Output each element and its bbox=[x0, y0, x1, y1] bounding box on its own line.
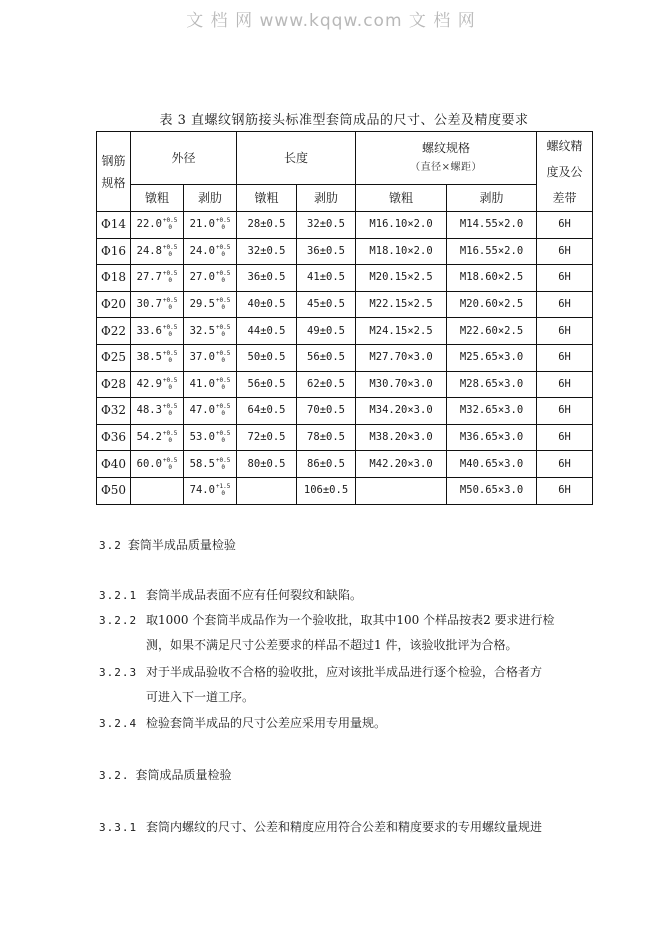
clause-3-2-2 bbox=[99, 608, 555, 633]
tolerance-upper: +0.5 bbox=[215, 270, 231, 278]
cell-thread-stripped bbox=[447, 398, 537, 425]
section-3-3-title bbox=[99, 763, 232, 788]
cell-od-upset-tolerance bbox=[163, 217, 177, 231]
cell-spec bbox=[97, 344, 131, 371]
cell-len-upset-value: 64±0.5 bbox=[247, 404, 286, 417]
cell-spec bbox=[97, 265, 131, 292]
tolerance-lower: 0 bbox=[168, 330, 172, 338]
clause-text: 套筒内螺纹的尺寸、公差和精度应用符合公差和精度要求的专用螺纹量规进 bbox=[146, 820, 543, 834]
cell-len-stripped-value: 45±0.5 bbox=[307, 298, 345, 311]
cell-len-stripped-value: 78±0.5 bbox=[307, 431, 345, 444]
table-row bbox=[97, 265, 593, 292]
cell-od-stripped-value: 41.0 bbox=[189, 377, 215, 390]
cell-spec-value: Φ32 bbox=[100, 403, 127, 418]
cell-spec bbox=[97, 371, 131, 398]
cell-spec bbox=[97, 238, 131, 265]
tolerance-lower: 0 bbox=[221, 463, 225, 471]
cell-accuracy bbox=[537, 344, 593, 371]
cell-thread-stripped bbox=[447, 212, 537, 239]
cell-accuracy-value: 6H bbox=[558, 218, 571, 231]
header-thread-spec bbox=[356, 132, 537, 185]
cell-od-stripped-value: 21.0 bbox=[189, 218, 215, 231]
header-od-stripped: 剥肋 bbox=[184, 185, 237, 212]
cell-od-stripped-tolerance bbox=[216, 457, 230, 471]
cell-thread-upset bbox=[356, 344, 447, 371]
table-row bbox=[97, 424, 593, 451]
cell-len-stripped-value: 62±0.5 bbox=[307, 377, 345, 390]
cell-accuracy bbox=[537, 238, 593, 265]
tolerance-lower: 0 bbox=[221, 224, 225, 232]
tolerance-upper: +0.5 bbox=[162, 456, 178, 464]
cell-len-stripped bbox=[297, 424, 356, 451]
tolerance-upper: +0.5 bbox=[215, 430, 231, 438]
cell-od-stripped-value: 53.0 bbox=[189, 431, 215, 444]
header-thread-spec-label: 螺纹规格 bbox=[422, 141, 471, 155]
clause-3-2-2-continued: 测，如果不满足尺寸公差要求的样品不超过1 件，该验收批评为合格。 bbox=[146, 638, 518, 652]
cell-spec-value: Φ25 bbox=[100, 350, 127, 365]
cell-thread-upset bbox=[356, 477, 447, 504]
tolerance-lower: 0 bbox=[221, 490, 225, 498]
clause-number: 3.2.1 bbox=[99, 589, 138, 602]
cell-spec-value: Φ40 bbox=[100, 456, 127, 471]
cell-od-upset-value: 48.3 bbox=[136, 404, 162, 417]
cell-len-upset bbox=[237, 371, 297, 398]
cell-len-upset-value: 72±0.5 bbox=[247, 431, 286, 444]
cell-od-stripped-tolerance bbox=[216, 403, 230, 417]
cell-od-upset bbox=[131, 398, 184, 425]
cell-accuracy bbox=[537, 424, 593, 451]
tolerance-upper: +0.5 bbox=[215, 323, 231, 331]
tolerance-lower: 0 bbox=[168, 463, 172, 471]
cell-od-upset-value: 24.8 bbox=[136, 244, 162, 257]
tolerance-lower: 0 bbox=[168, 410, 172, 418]
table-row bbox=[97, 398, 593, 425]
cell-thread-stripped-value: M22.60×2.5 bbox=[459, 324, 524, 337]
cell-od-upset-value: 42.9 bbox=[136, 377, 162, 390]
cell-od-stripped-tolerance bbox=[216, 270, 230, 284]
cell-od-upset bbox=[131, 371, 184, 398]
cell-od-stripped bbox=[184, 398, 237, 425]
section-title: 套筒成品质量检验 bbox=[135, 768, 232, 782]
cell-accuracy bbox=[537, 451, 593, 478]
cell-len-upset bbox=[237, 398, 297, 425]
tolerance-upper: +0.5 bbox=[162, 297, 178, 305]
cell-od-upset-value: 30.7 bbox=[136, 298, 162, 311]
cell-thread-stripped-value: M16.55×2.0 bbox=[459, 244, 524, 257]
cell-len-stripped bbox=[297, 344, 356, 371]
cell-spec bbox=[97, 451, 131, 478]
cell-od-stripped-tolerance bbox=[216, 377, 230, 391]
tolerance-upper: +0.5 bbox=[162, 376, 178, 384]
cell-accuracy-value: 6H bbox=[558, 377, 571, 390]
cell-od-upset-tolerance bbox=[163, 430, 177, 444]
cell-len-upset-value: 36±0.5 bbox=[247, 271, 286, 284]
header-len-upset: 镦粗 bbox=[237, 185, 297, 212]
cell-accuracy-value: 6H bbox=[558, 271, 571, 284]
tolerance-lower: 0 bbox=[221, 383, 225, 391]
watermark: 文 档 网 www.kqqw.com 文 档 网 bbox=[186, 11, 476, 31]
header-th-upset: 镦粗 bbox=[356, 185, 447, 212]
cell-thread-upset-value: M38.20×3.0 bbox=[369, 431, 433, 444]
cell-accuracy bbox=[537, 398, 593, 425]
cell-spec-value: Φ50 bbox=[100, 483, 127, 498]
cell-od-upset-tolerance bbox=[163, 244, 177, 258]
clause-3-2-4 bbox=[99, 711, 386, 736]
cell-accuracy bbox=[537, 291, 593, 318]
cell-len-stripped bbox=[297, 265, 356, 292]
cell-thread-upset bbox=[356, 318, 447, 345]
table-caption: 表 3 直螺纹钢筋接头标准型套筒成品的尺寸、公差及精度要求 bbox=[159, 113, 529, 128]
tolerance-upper: +0.5 bbox=[162, 403, 178, 411]
cell-od-upset bbox=[131, 318, 184, 345]
header-thread-spec-sub: （直径×螺距） bbox=[410, 162, 482, 173]
header-th-stripped: 剥肋 bbox=[447, 185, 537, 212]
cell-thread-stripped bbox=[447, 451, 537, 478]
cell-thread-stripped-value: M20.60×2.5 bbox=[459, 298, 524, 311]
cell-thread-upset bbox=[356, 451, 447, 478]
header-od-upset: 镦粗 bbox=[131, 185, 184, 212]
cell-thread-upset-value: M18.10×2.0 bbox=[369, 244, 433, 257]
tolerance-lower: 0 bbox=[221, 410, 225, 418]
header-length: 长度 bbox=[237, 132, 356, 185]
tolerance-lower: 0 bbox=[221, 330, 225, 338]
cell-spec-value: Φ20 bbox=[100, 297, 127, 312]
cell-thread-upset-value: M27.70×3.0 bbox=[369, 351, 433, 364]
cell-od-upset bbox=[131, 424, 184, 451]
tolerance-lower: 0 bbox=[168, 277, 172, 285]
cell-od-upset-value: 27.7 bbox=[136, 271, 162, 284]
cell-len-stripped bbox=[297, 291, 356, 318]
cell-spec-value: Φ36 bbox=[100, 430, 127, 445]
cell-thread-stripped-value: M32.65×3.0 bbox=[459, 404, 524, 417]
cell-thread-upset bbox=[356, 265, 447, 292]
cell-od-upset bbox=[131, 344, 184, 371]
clause-3-2-3 bbox=[99, 660, 542, 685]
cell-len-stripped-value: 32±0.5 bbox=[307, 218, 345, 231]
cell-len-upset bbox=[237, 344, 297, 371]
table-subheader-row bbox=[97, 185, 593, 212]
cell-thread-upset-value: M16.10×2.0 bbox=[369, 218, 433, 231]
header-thread-accuracy-label: 螺纹精度及公差带 bbox=[546, 138, 583, 205]
cell-od-stripped-value: 27.0 bbox=[189, 271, 215, 284]
cell-od-stripped-tolerance bbox=[216, 350, 230, 364]
tolerance-lower: 0 bbox=[168, 437, 172, 445]
cell-accuracy-value: 6H bbox=[558, 457, 571, 470]
tolerance-upper: +0.5 bbox=[162, 430, 178, 438]
cell-len-stripped bbox=[297, 371, 356, 398]
cell-od-stripped bbox=[184, 344, 237, 371]
cell-accuracy-value: 6H bbox=[558, 324, 571, 337]
cell-len-upset-value: 50±0.5 bbox=[247, 351, 286, 364]
cell-accuracy-value: 6H bbox=[558, 431, 571, 444]
cell-accuracy-value: 6H bbox=[558, 351, 571, 364]
cell-thread-stripped-value: M14.55×2.0 bbox=[459, 218, 524, 231]
cell-spec-value: Φ28 bbox=[100, 376, 127, 391]
cell-len-upset-value: 28±0.5 bbox=[247, 218, 286, 231]
cell-thread-stripped bbox=[447, 371, 537, 398]
clause-text: 对于半成品验收不合格的验收批，应对该批半成品进行逐个检验，合格者方 bbox=[146, 665, 543, 679]
cell-spec bbox=[97, 424, 131, 451]
header-len-stripped: 剥肋 bbox=[297, 185, 356, 212]
cell-thread-stripped bbox=[447, 238, 537, 265]
tolerance-upper: +0.5 bbox=[215, 456, 231, 464]
cell-len-upset bbox=[237, 291, 297, 318]
header-spec-label: 钢筋规格 bbox=[101, 153, 126, 190]
cell-od-stripped bbox=[184, 451, 237, 478]
cell-len-stripped-value: 49±0.5 bbox=[307, 324, 345, 337]
clause-text: 检验套筒半成品的尺寸公差应采用专用量规。 bbox=[146, 716, 387, 730]
cell-od-stripped-value: 47.0 bbox=[189, 404, 215, 417]
tolerance-lower: 0 bbox=[221, 357, 225, 365]
cell-thread-stripped-value: M25.65×3.0 bbox=[459, 351, 524, 364]
cell-od-upset bbox=[131, 291, 184, 318]
cell-spec-value: Φ22 bbox=[100, 323, 127, 338]
cell-od-upset-tolerance bbox=[163, 377, 177, 391]
cell-thread-stripped bbox=[447, 291, 537, 318]
cell-thread-upset bbox=[356, 398, 447, 425]
cell-len-stripped bbox=[297, 212, 356, 239]
cell-thread-upset bbox=[356, 424, 447, 451]
cell-od-stripped bbox=[184, 318, 237, 345]
cell-od-upset-value: 22.0 bbox=[136, 218, 162, 231]
cell-spec-value: Φ18 bbox=[100, 270, 127, 285]
cell-od-upset-value: 33.6 bbox=[136, 324, 162, 337]
tolerance-upper: +0.5 bbox=[215, 297, 231, 305]
table-row bbox=[97, 477, 593, 504]
tolerance-lower: 0 bbox=[168, 250, 172, 258]
cell-od-upset bbox=[131, 451, 184, 478]
cell-accuracy-value: 6H bbox=[558, 484, 571, 497]
cell-len-stripped bbox=[297, 238, 356, 265]
table-row bbox=[97, 238, 593, 265]
cell-od-stripped bbox=[184, 477, 237, 504]
section-3-2-title bbox=[99, 533, 236, 558]
cell-spec-value: Φ16 bbox=[100, 243, 127, 258]
table-row bbox=[97, 318, 593, 345]
cell-thread-stripped bbox=[447, 344, 537, 371]
cell-len-stripped-value: 41±0.5 bbox=[307, 271, 345, 284]
table-row bbox=[97, 451, 593, 478]
tolerance-lower: 0 bbox=[168, 383, 172, 391]
table-row bbox=[97, 371, 593, 398]
cell-od-upset-value: 54.2 bbox=[136, 431, 162, 444]
cell-len-stripped-value: 70±0.5 bbox=[307, 404, 345, 417]
tolerance-upper: +0.5 bbox=[162, 270, 178, 278]
cell-thread-upset bbox=[356, 371, 447, 398]
cell-len-stripped bbox=[297, 318, 356, 345]
cell-thread-upset bbox=[356, 212, 447, 239]
cell-len-upset-value: 80±0.5 bbox=[247, 457, 286, 470]
tolerance-lower: 0 bbox=[221, 437, 225, 445]
cell-thread-upset-value: M20.15×2.5 bbox=[369, 271, 433, 284]
tolerance-lower: 0 bbox=[221, 304, 225, 312]
cell-od-upset bbox=[131, 212, 184, 239]
clause-text: 套筒半成品表面不应有任何裂纹和缺陷。 bbox=[146, 588, 363, 602]
header-spec bbox=[97, 132, 131, 212]
cell-len-stripped-value: 86±0.5 bbox=[307, 457, 345, 470]
cell-od-stripped bbox=[184, 291, 237, 318]
cell-spec bbox=[97, 212, 131, 239]
clause-number: 3.2.2 bbox=[99, 614, 138, 627]
cell-od-stripped bbox=[184, 371, 237, 398]
cell-od-stripped bbox=[184, 265, 237, 292]
section-number: 3.2. bbox=[99, 769, 130, 782]
cell-spec bbox=[97, 398, 131, 425]
cell-len-upset bbox=[237, 424, 297, 451]
section-title: 套筒半成品质量检验 bbox=[127, 538, 236, 552]
tolerance-lower: 0 bbox=[221, 250, 225, 258]
cell-od-stripped-tolerance bbox=[216, 244, 230, 258]
cell-len-upset-value: 44±0.5 bbox=[247, 324, 286, 337]
cell-accuracy bbox=[537, 371, 593, 398]
tolerance-upper: +0.5 bbox=[215, 376, 231, 384]
spec-table bbox=[96, 131, 593, 505]
cell-accuracy bbox=[537, 477, 593, 504]
cell-thread-upset-value: M34.20×3.0 bbox=[369, 404, 433, 417]
tolerance-upper: +1.5 bbox=[215, 483, 231, 491]
cell-spec bbox=[97, 318, 131, 345]
cell-thread-upset bbox=[356, 238, 447, 265]
cell-od-upset-tolerance bbox=[163, 297, 177, 311]
cell-thread-stripped-value: M36.65×3.0 bbox=[459, 431, 524, 444]
section-number: 3.2 bbox=[99, 539, 122, 552]
cell-accuracy-value: 6H bbox=[558, 404, 571, 417]
cell-accuracy bbox=[537, 265, 593, 292]
tolerance-lower: 0 bbox=[221, 277, 225, 285]
tolerance-upper: +0.5 bbox=[162, 217, 178, 225]
cell-thread-stripped bbox=[447, 265, 537, 292]
header-outer-diameter: 外径 bbox=[131, 132, 237, 185]
cell-len-upset bbox=[237, 477, 297, 504]
cell-len-stripped-value: 56±0.5 bbox=[307, 351, 345, 364]
tolerance-upper: +0.5 bbox=[162, 323, 178, 331]
tolerance-upper: +0.5 bbox=[215, 243, 231, 251]
cell-od-stripped-value: 74.0 bbox=[189, 484, 215, 497]
table-row bbox=[97, 212, 593, 239]
cell-od-stripped-value: 24.0 bbox=[189, 244, 215, 257]
cell-len-stripped bbox=[297, 398, 356, 425]
table-header-row bbox=[97, 132, 593, 185]
cell-od-stripped-tolerance bbox=[216, 483, 230, 497]
cell-od-stripped bbox=[184, 238, 237, 265]
cell-len-stripped-value: 106±0.5 bbox=[303, 484, 349, 497]
cell-spec-value: Φ14 bbox=[100, 217, 127, 232]
cell-len-upset-value: 40±0.5 bbox=[247, 298, 286, 311]
table-row bbox=[97, 344, 593, 371]
cell-len-upset bbox=[237, 238, 297, 265]
cell-od-upset-value: 60.0 bbox=[136, 457, 162, 470]
cell-od-stripped-tolerance bbox=[216, 324, 230, 338]
cell-accuracy bbox=[537, 212, 593, 239]
cell-thread-stripped bbox=[447, 477, 537, 504]
cell-thread-upset-value: M30.70×3.0 bbox=[369, 377, 433, 390]
cell-len-upset bbox=[237, 265, 297, 292]
cell-od-upset-tolerance bbox=[163, 403, 177, 417]
clause-3-2-1 bbox=[99, 583, 362, 608]
cell-spec bbox=[97, 477, 131, 504]
cell-len-upset-value: 32±0.5 bbox=[247, 244, 286, 257]
cell-thread-stripped-value: M18.60×2.5 bbox=[459, 271, 524, 284]
cell-od-upset-tolerance bbox=[163, 324, 177, 338]
cell-od-upset-tolerance bbox=[163, 270, 177, 284]
cell-len-upset bbox=[237, 451, 297, 478]
cell-spec bbox=[97, 291, 131, 318]
cell-thread-upset-value: M24.15×2.5 bbox=[369, 324, 433, 337]
cell-len-upset bbox=[237, 212, 297, 239]
cell-thread-stripped bbox=[447, 424, 537, 451]
cell-thread-stripped-value: M40.65×3.0 bbox=[459, 457, 524, 470]
table-row bbox=[97, 291, 593, 318]
cell-thread-upset-value: M22.15×2.5 bbox=[369, 298, 433, 311]
cell-len-stripped-value: 36±0.5 bbox=[307, 244, 345, 257]
tolerance-upper: +0.5 bbox=[215, 217, 231, 225]
clause-number: 3.2.4 bbox=[99, 717, 138, 730]
cell-thread-stripped-value: M28.65×3.0 bbox=[459, 377, 524, 390]
cell-len-stripped bbox=[297, 451, 356, 478]
cell-accuracy bbox=[537, 318, 593, 345]
tolerance-upper: +0.5 bbox=[162, 350, 178, 358]
cell-od-upset-tolerance bbox=[163, 457, 177, 471]
cell-od-stripped-tolerance bbox=[216, 297, 230, 311]
tolerance-lower: 0 bbox=[168, 304, 172, 312]
tolerance-upper: +0.5 bbox=[215, 403, 231, 411]
clause-number: 3.3.1 bbox=[99, 821, 138, 834]
cell-thread-stripped bbox=[447, 318, 537, 345]
cell-len-stripped bbox=[297, 477, 356, 504]
clause-number: 3.2.3 bbox=[99, 666, 138, 679]
cell-len-upset bbox=[237, 318, 297, 345]
tolerance-lower: 0 bbox=[168, 357, 172, 365]
clause-text: 取1000 个套筒半成品作为一个验收批，取其中100 个样品按表2 要求进行检 bbox=[146, 613, 555, 627]
cell-od-upset-tolerance bbox=[163, 350, 177, 364]
cell-thread-upset bbox=[356, 291, 447, 318]
cell-od-stripped bbox=[184, 424, 237, 451]
cell-accuracy-value: 6H bbox=[558, 244, 571, 257]
cell-od-upset bbox=[131, 238, 184, 265]
cell-thread-upset-value: M42.20×3.0 bbox=[369, 457, 433, 470]
cell-od-upset bbox=[131, 265, 184, 292]
header-thread-accuracy bbox=[537, 132, 593, 212]
clause-3-2-3-continued: 可进入下一道工序。 bbox=[146, 690, 255, 704]
cell-od-upset bbox=[131, 477, 184, 504]
tolerance-upper: +0.5 bbox=[162, 243, 178, 251]
tolerance-upper: +0.5 bbox=[215, 350, 231, 358]
cell-od-stripped-tolerance bbox=[216, 217, 230, 231]
cell-od-stripped-value: 32.5 bbox=[189, 324, 215, 337]
cell-od-stripped-tolerance bbox=[216, 430, 230, 444]
cell-od-stripped-value: 29.5 bbox=[189, 298, 215, 311]
cell-accuracy-value: 6H bbox=[558, 298, 571, 311]
cell-od-upset-value: 38.5 bbox=[136, 351, 162, 364]
tolerance-lower: 0 bbox=[168, 224, 172, 232]
clause-3-3-1 bbox=[99, 815, 542, 840]
cell-len-upset-value: 56±0.5 bbox=[247, 377, 286, 390]
cell-od-stripped-value: 37.0 bbox=[189, 351, 215, 364]
cell-od-stripped bbox=[184, 212, 237, 239]
cell-thread-stripped-value: M50.65×3.0 bbox=[459, 484, 524, 497]
cell-od-stripped-value: 58.5 bbox=[189, 457, 215, 470]
